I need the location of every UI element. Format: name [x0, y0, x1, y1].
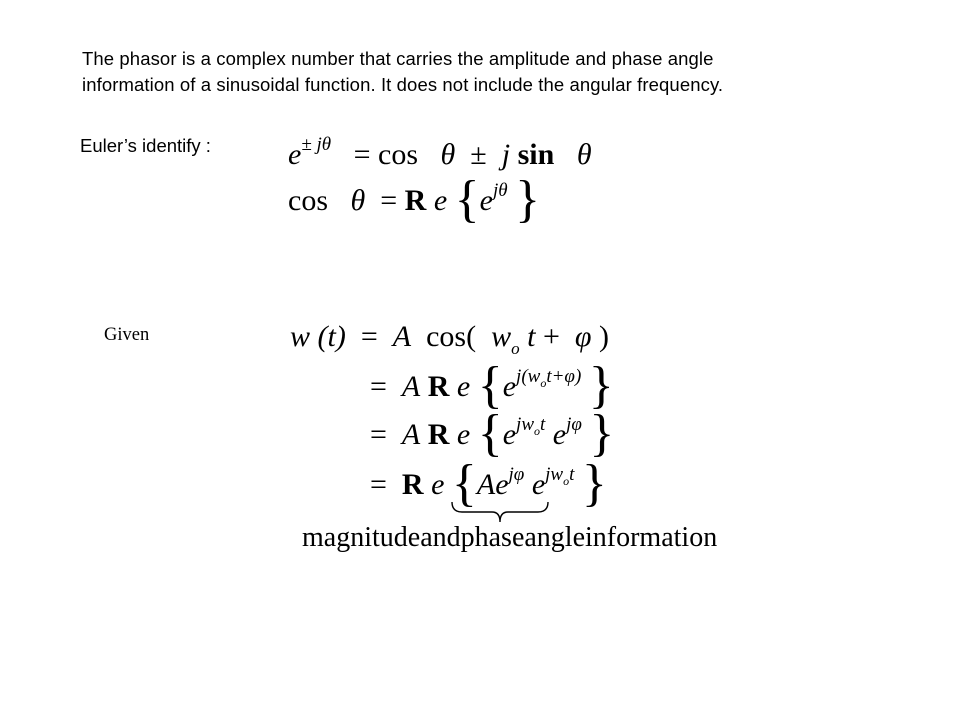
eq2-e: e: [433, 184, 448, 217]
g4-exp-1: jφ: [508, 464, 525, 485]
g4-base-2: e: [531, 468, 546, 501]
eq2-inner-exp: jθ: [492, 180, 508, 201]
g1-phi: φ: [574, 320, 592, 353]
g3-A: A: [401, 418, 421, 451]
underbrace-label: magnitudeandphaseangleinformation: [302, 522, 718, 553]
intro-line-1: The phasor is a complex number that carries the amplitude and phase angle: [82, 48, 714, 69]
g3-base-1: e: [502, 418, 517, 451]
eq1-equals: =: [353, 138, 371, 171]
eq1-lhs-exp: ± jθ: [301, 134, 332, 155]
underbrace: [450, 500, 550, 524]
eq2-right-brace: }: [515, 171, 541, 228]
g4-R: R: [401, 468, 424, 501]
intro-line-2: information of a sinusoidal function. It does not include the angular frequency.: [82, 74, 724, 95]
g1-plus: +: [542, 320, 560, 353]
g3-e: e: [456, 418, 471, 451]
g4-Ae: Ae: [476, 468, 509, 501]
g3-base-2: e: [552, 418, 567, 451]
eq1-lhs-base: e: [288, 138, 302, 171]
given-equation-2: [370, 357, 614, 414]
g2-R: R: [427, 370, 450, 403]
g2-e: e: [456, 370, 471, 403]
g1-w: w: [290, 320, 311, 353]
g1-A: A: [392, 320, 412, 353]
g3-exp-2: jφ: [566, 414, 582, 435]
g4-left-brace: {: [451, 455, 477, 512]
eq2-equals: =: [380, 184, 398, 217]
eq2-R: R: [404, 184, 427, 217]
g1-w0: w: [491, 320, 512, 353]
g2-exp: j(wot+φ): [516, 366, 582, 390]
eq1-j: j: [501, 138, 511, 171]
eq1-theta-1: θ: [440, 138, 456, 171]
g3-left-brace: {: [477, 405, 503, 462]
g2-base: e: [502, 370, 517, 403]
g4-e: e: [431, 468, 445, 501]
g1-close: ): [598, 320, 609, 353]
eq1-cos: cos: [378, 138, 419, 171]
g1-cos: cos(: [426, 320, 477, 353]
g4-right-brace: }: [581, 455, 607, 512]
given-equation-3: [370, 405, 615, 462]
euler-equation-2: [288, 171, 541, 228]
g1-t-paren: (t): [317, 320, 346, 353]
g1-equals: =: [360, 320, 378, 353]
eq2-theta: θ: [350, 184, 366, 217]
g2-equals: =: [370, 370, 387, 403]
g2-right-brace: }: [588, 357, 614, 414]
eq2-left-brace: {: [454, 171, 480, 228]
g2-left-brace: {: [477, 357, 503, 414]
given-label: Given: [104, 325, 150, 345]
given-equation-4: [370, 455, 607, 512]
euler-equation-1: [288, 134, 592, 171]
g1-sub-o: o: [511, 339, 520, 358]
g1-t: t: [527, 320, 536, 353]
g3-exp-1: jwot: [516, 414, 546, 438]
g4-exp-2: jwot: [545, 464, 575, 488]
eq1-theta-2: θ: [576, 138, 592, 171]
eq2-cos: cos: [288, 184, 328, 217]
intro-paragraph: [82, 46, 882, 98]
g3-equals: =: [370, 418, 387, 451]
g2-A: A: [401, 370, 421, 403]
given-equation-1: [290, 320, 609, 358]
eq1-pm: ±: [470, 138, 487, 171]
eq1-sin: sin: [517, 138, 555, 171]
g3-R: R: [427, 418, 450, 451]
g3-right-brace: }: [589, 405, 615, 462]
euler-label: Euler’s identify :: [80, 135, 211, 156]
g4-equals: =: [370, 468, 387, 501]
eq2-inner-base: e: [479, 184, 493, 217]
